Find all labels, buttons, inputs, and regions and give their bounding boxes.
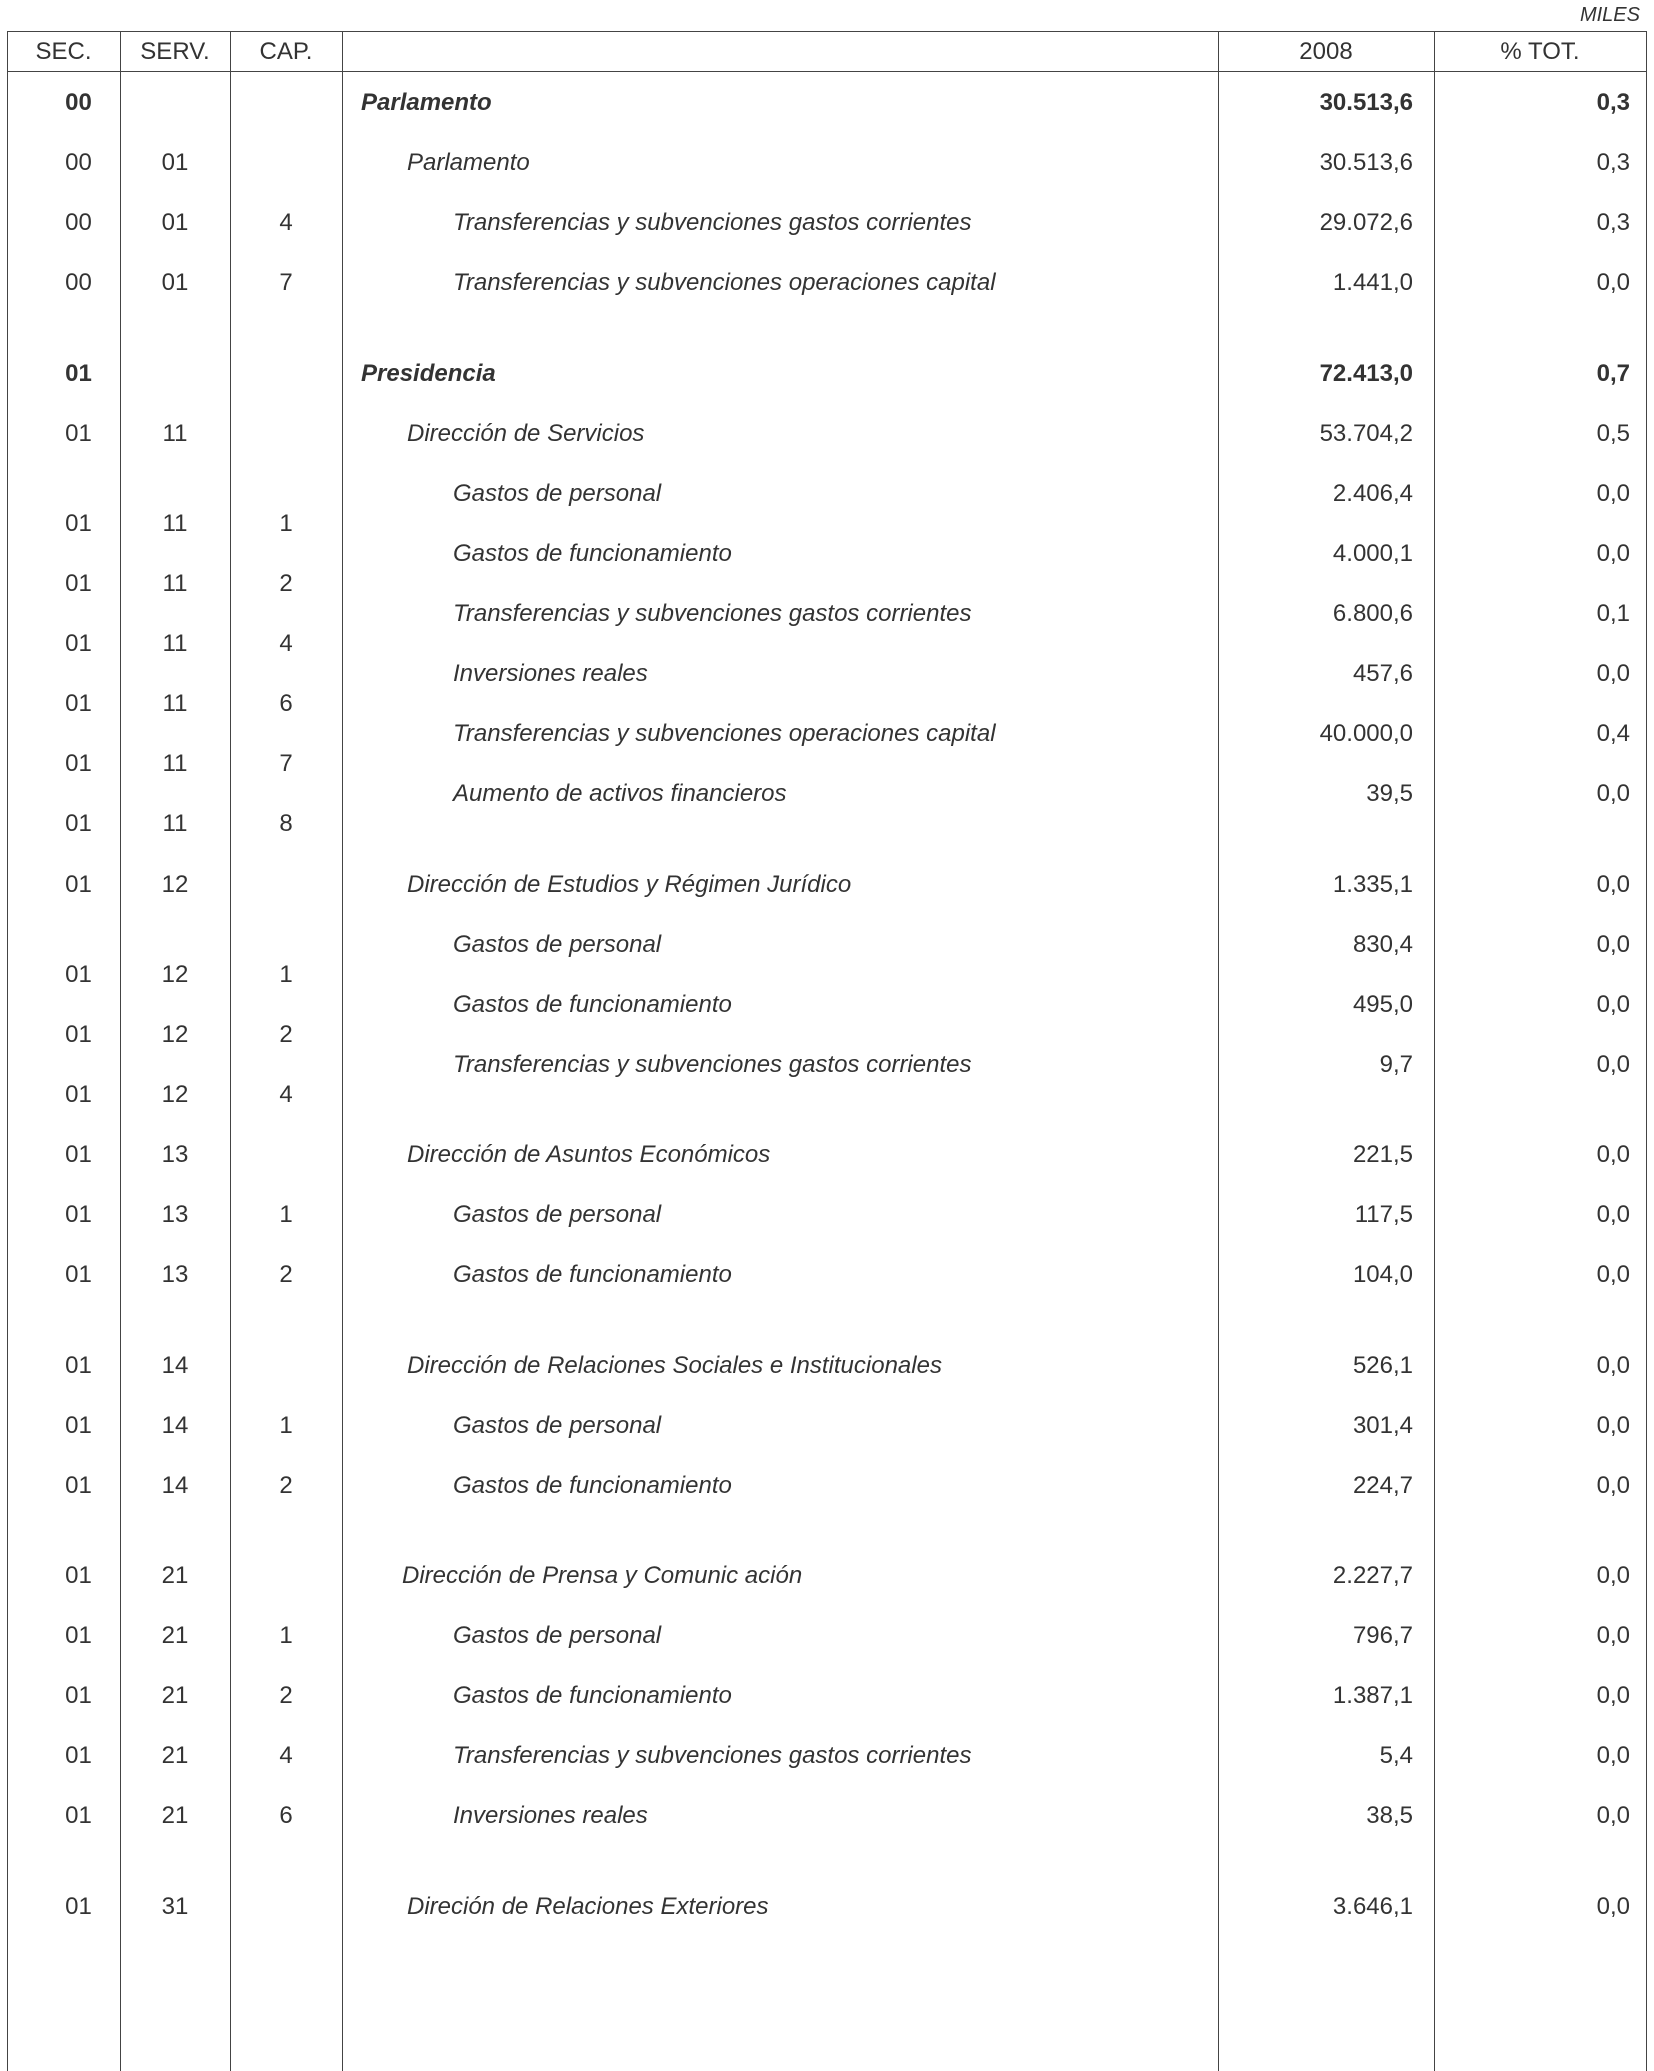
row-amount-2008: 457,6 bbox=[1352, 660, 1413, 687]
row-sec-code: 01 bbox=[65, 871, 92, 898]
row-sec-code: 01 bbox=[65, 1352, 92, 1379]
row-sec-code: 01 bbox=[65, 1141, 92, 1168]
row-sec-code: 01 bbox=[65, 1201, 92, 1228]
row-cap-code: 2 bbox=[279, 1021, 293, 1048]
row-cap-code: 4 bbox=[279, 1742, 293, 1769]
row-description: Transferencias y subvenciones gastos corrientes bbox=[453, 1051, 972, 1078]
row-sec-code: 01 bbox=[65, 1682, 92, 1709]
row-pct-total: 0,3 bbox=[1596, 149, 1630, 176]
row-description: Parlamento bbox=[361, 89, 492, 116]
row-sec-code: 01 bbox=[65, 1622, 92, 1649]
row-description: Parlamento bbox=[407, 149, 530, 176]
row-pct-total: 0,0 bbox=[1596, 1201, 1630, 1228]
row-serv-code: 11 bbox=[162, 690, 188, 717]
row-pct-total: 0,0 bbox=[1596, 1051, 1630, 1078]
col-divider bbox=[1434, 31, 1435, 2071]
row-description: Inversiones reales bbox=[453, 1802, 648, 1829]
row-amount-2008: 301,4 bbox=[1352, 1412, 1413, 1439]
row-sec-code: 01 bbox=[65, 690, 92, 717]
row-amount-2008: 3.646,1 bbox=[1332, 1893, 1413, 1920]
row-serv-code: 11 bbox=[162, 630, 188, 657]
row-amount-2008: 5,4 bbox=[1379, 1742, 1413, 1769]
row-sec-code: 01 bbox=[65, 630, 92, 657]
row-pct-total: 0,0 bbox=[1596, 780, 1630, 807]
row-sec-code: 01 bbox=[65, 1893, 92, 1920]
row-sec-code: 00 bbox=[65, 269, 92, 296]
row-amount-2008: 526,1 bbox=[1352, 1352, 1413, 1379]
row-serv-code: 11 bbox=[162, 810, 188, 837]
col-divider bbox=[1218, 31, 1219, 2071]
row-cap-code: 1 bbox=[279, 510, 293, 537]
col-divider bbox=[1646, 31, 1647, 2071]
row-pct-total: 0,0 bbox=[1596, 1802, 1630, 1829]
row-description: Aumento de activos financieros bbox=[453, 780, 787, 807]
row-cap-code: 2 bbox=[279, 1261, 293, 1288]
row-serv-code: 13 bbox=[161, 1141, 189, 1168]
row-cap-code: 2 bbox=[279, 1682, 293, 1709]
col-divider bbox=[342, 31, 343, 2071]
row-cap-code: 6 bbox=[279, 1802, 293, 1829]
row-amount-2008: 6.800,6 bbox=[1332, 600, 1413, 627]
row-amount-2008: 1.335,1 bbox=[1332, 871, 1413, 898]
row-sec-code: 01 bbox=[65, 1562, 92, 1589]
row-serv-code: 21 bbox=[161, 1562, 189, 1589]
row-serv-code: 14 bbox=[161, 1352, 189, 1379]
row-serv-code: 11 bbox=[162, 510, 188, 537]
row-amount-2008: 796,7 bbox=[1352, 1622, 1413, 1649]
row-serv-code: 12 bbox=[161, 871, 189, 898]
row-description: Transferencias y subvenciones operaciones capital bbox=[453, 269, 996, 296]
row-cap-code: 2 bbox=[279, 1472, 293, 1499]
row-pct-total: 0,0 bbox=[1596, 269, 1630, 296]
row-pct-total: 0,0 bbox=[1596, 1893, 1630, 1920]
row-pct-total: 0,0 bbox=[1596, 1412, 1630, 1439]
row-description: Gastos de funcionamiento bbox=[453, 1682, 732, 1709]
row-serv-code: 01 bbox=[161, 149, 189, 176]
row-amount-2008: 104,0 bbox=[1352, 1261, 1413, 1288]
row-serv-code: 01 bbox=[161, 269, 189, 296]
row-pct-total: 0,0 bbox=[1596, 991, 1630, 1018]
row-pct-total: 0,0 bbox=[1596, 1562, 1630, 1589]
row-cap-code: 1 bbox=[279, 1412, 293, 1439]
row-description: Dirección de Relaciones Sociales e Institucionales bbox=[407, 1352, 942, 1379]
row-pct-total: 0,0 bbox=[1596, 1742, 1630, 1769]
row-pct-total: 0,3 bbox=[1596, 89, 1630, 116]
row-amount-2008: 53.704,2 bbox=[1319, 420, 1413, 447]
row-sec-code: 01 bbox=[65, 750, 92, 777]
row-sec-code: 01 bbox=[65, 1081, 92, 1108]
row-cap-code: 4 bbox=[279, 1081, 293, 1108]
row-amount-2008: 40.000,0 bbox=[1319, 720, 1413, 747]
row-description: Gastos de personal bbox=[453, 931, 662, 958]
row-amount-2008: 1.387,1 bbox=[1332, 1682, 1413, 1709]
row-pct-total: 0,0 bbox=[1596, 1472, 1630, 1499]
row-amount-2008: 38,5 bbox=[1366, 1802, 1413, 1829]
header-serv: SERV. bbox=[140, 38, 210, 65]
row-description: Gastos de funcionamiento bbox=[453, 540, 732, 567]
row-pct-total: 0,0 bbox=[1596, 480, 1630, 507]
row-pct-total: 0,0 bbox=[1596, 1352, 1630, 1379]
header-bottom-border bbox=[7, 71, 1647, 72]
row-sec-code: 01 bbox=[65, 961, 92, 988]
row-pct-total: 0,0 bbox=[1596, 1141, 1630, 1168]
units-label: MILES bbox=[1579, 4, 1640, 26]
row-sec-code: 01 bbox=[65, 420, 92, 447]
row-sec-code: 00 bbox=[65, 209, 92, 236]
row-description: Gastos de funcionamiento bbox=[453, 1472, 732, 1499]
row-amount-2008: 221,5 bbox=[1352, 1141, 1413, 1168]
row-pct-total: 0,5 bbox=[1596, 420, 1630, 447]
row-cap-code: 1 bbox=[279, 1622, 293, 1649]
row-cap-code: 1 bbox=[279, 1201, 293, 1228]
header-cap: CAP. bbox=[259, 38, 313, 65]
row-description: Inversiones reales bbox=[453, 660, 648, 687]
header-sec: SEC. bbox=[35, 38, 92, 65]
row-serv-code: 31 bbox=[161, 1893, 189, 1920]
row-cap-code: 6 bbox=[279, 690, 293, 717]
row-serv-code: 21 bbox=[161, 1742, 189, 1769]
row-amount-2008: 224,7 bbox=[1352, 1472, 1413, 1499]
row-pct-total: 0,7 bbox=[1596, 360, 1630, 387]
row-serv-code: 12 bbox=[161, 1081, 189, 1108]
row-pct-total: 0,0 bbox=[1596, 660, 1630, 687]
row-sec-code: 01 bbox=[65, 1412, 92, 1439]
row-description: Gastos de personal bbox=[453, 1622, 662, 1649]
row-description: Transferencias y subvenciones gastos corrientes bbox=[453, 600, 972, 627]
row-serv-code: 14 bbox=[161, 1412, 189, 1439]
row-serv-code: 01 bbox=[161, 209, 189, 236]
row-sec-code: 01 bbox=[65, 1021, 92, 1048]
row-serv-code: 12 bbox=[161, 1021, 189, 1048]
row-pct-total: 0,0 bbox=[1596, 1261, 1630, 1288]
table-top-border bbox=[7, 31, 1647, 32]
row-pct-total: 0,3 bbox=[1596, 209, 1630, 236]
row-serv-code: 14 bbox=[161, 1472, 189, 1499]
row-description: Gastos de funcionamiento bbox=[453, 991, 732, 1018]
row-description: Gastos de personal bbox=[453, 480, 662, 507]
row-amount-2008: 39,5 bbox=[1366, 780, 1413, 807]
row-description: Dirección de Servicios bbox=[407, 420, 645, 447]
row-amount-2008: 830,4 bbox=[1352, 931, 1413, 958]
row-pct-total: 0,0 bbox=[1596, 871, 1630, 898]
row-cap-code: 4 bbox=[279, 209, 293, 236]
row-sec-code: 01 bbox=[65, 510, 92, 537]
row-amount-2008: 495,0 bbox=[1352, 991, 1413, 1018]
row-amount-2008: 117,5 bbox=[1354, 1201, 1413, 1228]
row-serv-code: 21 bbox=[161, 1622, 189, 1649]
row-description: Dirección de Prensa y Comunic ación bbox=[402, 1562, 803, 1589]
row-sec-code: 01 bbox=[65, 360, 92, 387]
row-sec-code: 00 bbox=[65, 89, 92, 116]
row-pct-total: 0,1 bbox=[1596, 600, 1630, 627]
row-description: Transferencias y subvenciones gastos corrientes bbox=[453, 1742, 972, 1769]
row-description: Transferencias y subvenciones gastos corrientes bbox=[453, 209, 972, 236]
row-sec-code: 01 bbox=[65, 570, 92, 597]
row-serv-code: 11 bbox=[162, 750, 188, 777]
row-pct-total: 0,0 bbox=[1596, 1622, 1630, 1649]
row-amount-2008: 9,7 bbox=[1379, 1051, 1413, 1078]
header-year: 2008 bbox=[1299, 38, 1353, 65]
row-amount-2008: 4.000,1 bbox=[1332, 540, 1413, 567]
row-description: Dirección de Estudios y Régimen Jurídico bbox=[407, 871, 852, 898]
row-description: Gastos de personal bbox=[453, 1201, 662, 1228]
row-description: Gastos de funcionamiento bbox=[453, 1261, 732, 1288]
row-amount-2008: 72.413,0 bbox=[1319, 360, 1413, 387]
row-serv-code: 11 bbox=[162, 420, 188, 447]
row-pct-total: 0,4 bbox=[1596, 720, 1630, 747]
row-cap-code: 1 bbox=[279, 961, 293, 988]
row-cap-code: 2 bbox=[279, 570, 293, 597]
row-sec-code: 00 bbox=[65, 149, 92, 176]
row-pct-total: 0,0 bbox=[1596, 1682, 1630, 1709]
row-sec-code: 01 bbox=[65, 1261, 92, 1288]
row-cap-code: 7 bbox=[279, 750, 293, 777]
row-serv-code: 11 bbox=[162, 570, 188, 597]
row-amount-2008: 30.513,6 bbox=[1319, 149, 1413, 176]
row-pct-total: 0,0 bbox=[1596, 540, 1630, 567]
row-description: Direción de Relaciones Exteriores bbox=[407, 1893, 769, 1920]
row-serv-code: 21 bbox=[161, 1802, 189, 1829]
row-amount-2008: 2.227,7 bbox=[1332, 1562, 1413, 1589]
row-sec-code: 01 bbox=[65, 1472, 92, 1499]
row-description: Transferencias y subvenciones operaciones capital bbox=[453, 720, 996, 747]
row-cap-code: 8 bbox=[279, 810, 293, 837]
row-serv-code: 13 bbox=[161, 1261, 189, 1288]
row-serv-code: 21 bbox=[161, 1682, 189, 1709]
row-amount-2008: 30.513,6 bbox=[1319, 89, 1413, 116]
row-description: Gastos de personal bbox=[453, 1412, 662, 1439]
row-amount-2008: 1.441,0 bbox=[1332, 269, 1413, 296]
row-sec-code: 01 bbox=[65, 1742, 92, 1769]
row-serv-code: 12 bbox=[161, 961, 189, 988]
row-sec-code: 01 bbox=[65, 810, 92, 837]
row-pct-total: 0,0 bbox=[1596, 931, 1630, 958]
row-sec-code: 01 bbox=[65, 1802, 92, 1829]
row-description: Dirección de Asuntos Económicos bbox=[407, 1141, 771, 1168]
header-pct: % TOT. bbox=[1500, 38, 1580, 65]
row-serv-code: 13 bbox=[161, 1201, 189, 1228]
row-cap-code: 7 bbox=[279, 269, 293, 296]
row-description: Presidencia bbox=[361, 360, 496, 387]
row-amount-2008: 2.406,4 bbox=[1332, 480, 1413, 507]
row-amount-2008: 29.072,6 bbox=[1319, 209, 1413, 236]
row-cap-code: 4 bbox=[279, 630, 293, 657]
